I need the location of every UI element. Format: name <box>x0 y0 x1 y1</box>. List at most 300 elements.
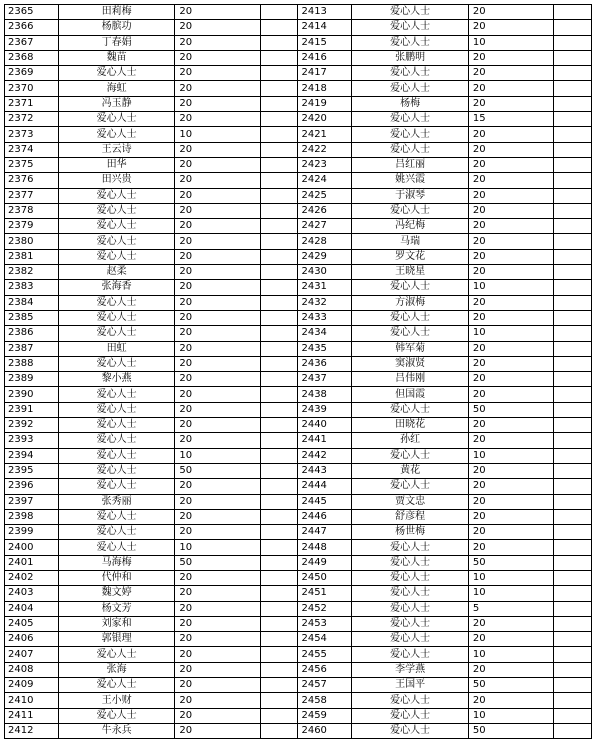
left-id-cell: 2380 <box>5 234 59 249</box>
right-id-cell: 2417 <box>298 66 352 81</box>
donor-table-body <box>5 5 592 739</box>
right-amount-cell: 20 <box>468 5 553 20</box>
left-blank-cell <box>260 387 298 402</box>
left-name-cell: 爱心人士 <box>58 479 175 494</box>
right-blank-cell <box>554 494 592 509</box>
left-name-cell: 爱心人士 <box>58 433 175 448</box>
right-blank-cell <box>554 127 592 142</box>
table-row <box>5 234 592 249</box>
table-row <box>5 173 592 188</box>
left-blank-cell <box>260 693 298 708</box>
right-name-cell: 爱心人士 <box>352 601 469 616</box>
table-row <box>5 616 592 631</box>
right-id-cell: 2422 <box>298 142 352 157</box>
left-name-cell: 魏苗 <box>58 50 175 65</box>
left-id-cell: 2367 <box>5 35 59 50</box>
right-name-cell: 马瑞 <box>352 234 469 249</box>
right-id-cell: 2438 <box>298 387 352 402</box>
left-id-cell: 2401 <box>5 555 59 570</box>
left-amount-cell: 20 <box>175 20 260 35</box>
table-row <box>5 509 592 524</box>
right-id-cell: 2425 <box>298 188 352 203</box>
table-row <box>5 341 592 356</box>
left-blank-cell <box>260 601 298 616</box>
left-name-cell: 爱心人士 <box>58 678 175 693</box>
right-blank-cell <box>554 555 592 570</box>
right-id-cell: 2440 <box>298 418 352 433</box>
right-blank-cell <box>554 693 592 708</box>
left-name-cell: 田兴贵 <box>58 173 175 188</box>
right-name-cell: 爱心人士 <box>352 35 469 50</box>
table-row <box>5 662 592 677</box>
left-name-cell: 爱心人士 <box>58 219 175 234</box>
right-id-cell: 2428 <box>298 234 352 249</box>
left-amount-cell: 20 <box>175 601 260 616</box>
right-amount-cell: 50 <box>468 678 553 693</box>
right-amount-cell: 20 <box>468 219 553 234</box>
right-blank-cell <box>554 112 592 127</box>
left-id-cell: 2381 <box>5 249 59 264</box>
left-blank-cell <box>260 341 298 356</box>
right-amount-cell: 20 <box>468 96 553 111</box>
right-name-cell: 爱心人士 <box>352 142 469 157</box>
right-amount-cell: 20 <box>468 662 553 677</box>
right-name-cell: 方淑梅 <box>352 295 469 310</box>
right-name-cell: 爱心人士 <box>352 66 469 81</box>
left-id-cell: 2372 <box>5 112 59 127</box>
left-id-cell: 2369 <box>5 66 59 81</box>
left-blank-cell <box>260 20 298 35</box>
right-amount-cell: 20 <box>468 479 553 494</box>
right-id-cell: 2418 <box>298 81 352 96</box>
right-id-cell: 2443 <box>298 463 352 478</box>
left-name-cell: 爱心人士 <box>58 234 175 249</box>
right-id-cell: 2434 <box>298 326 352 341</box>
left-id-cell: 2398 <box>5 509 59 524</box>
right-blank-cell <box>554 387 592 402</box>
right-id-cell: 2421 <box>298 127 352 142</box>
left-amount-cell: 20 <box>175 188 260 203</box>
left-id-cell: 2411 <box>5 708 59 723</box>
left-id-cell: 2378 <box>5 203 59 218</box>
right-id-cell: 2455 <box>298 647 352 662</box>
table-row <box>5 525 592 540</box>
left-blank-cell <box>260 448 298 463</box>
left-amount-cell: 20 <box>175 647 260 662</box>
right-amount-cell: 20 <box>468 418 553 433</box>
left-amount-cell: 20 <box>175 433 260 448</box>
right-amount-cell: 10 <box>468 326 553 341</box>
left-name-cell: 丁春娟 <box>58 35 175 50</box>
left-blank-cell <box>260 219 298 234</box>
left-blank-cell <box>260 525 298 540</box>
left-amount-cell: 20 <box>175 50 260 65</box>
left-amount-cell: 20 <box>175 632 260 647</box>
right-name-cell: 杨世梅 <box>352 525 469 540</box>
right-amount-cell: 20 <box>468 616 553 631</box>
right-amount-cell: 20 <box>468 310 553 325</box>
right-id-cell: 2456 <box>298 662 352 677</box>
right-amount-cell: 20 <box>468 20 553 35</box>
left-id-cell: 2377 <box>5 188 59 203</box>
left-name-cell: 田虹 <box>58 341 175 356</box>
left-amount-cell: 50 <box>175 463 260 478</box>
left-name-cell: 田莉梅 <box>58 5 175 20</box>
table-row <box>5 310 592 325</box>
left-amount-cell: 20 <box>175 157 260 172</box>
left-blank-cell <box>260 632 298 647</box>
right-blank-cell <box>554 433 592 448</box>
right-blank-cell <box>554 219 592 234</box>
right-blank-cell <box>554 249 592 264</box>
right-id-cell: 2430 <box>298 265 352 280</box>
right-blank-cell <box>554 540 592 555</box>
left-id-cell: 2365 <box>5 5 59 20</box>
left-amount-cell: 10 <box>175 448 260 463</box>
left-blank-cell <box>260 418 298 433</box>
left-amount-cell: 20 <box>175 662 260 677</box>
right-amount-cell: 20 <box>468 693 553 708</box>
left-amount-cell: 20 <box>175 280 260 295</box>
right-name-cell: 爱心人士 <box>352 570 469 585</box>
table-row <box>5 678 592 693</box>
left-blank-cell <box>260 173 298 188</box>
right-amount-cell: 20 <box>468 463 553 478</box>
right-amount-cell: 20 <box>468 157 553 172</box>
right-amount-cell: 20 <box>468 540 553 555</box>
left-name-cell: 爱心人士 <box>58 326 175 341</box>
right-name-cell: 爱心人士 <box>352 5 469 20</box>
left-name-cell: 代仲和 <box>58 570 175 585</box>
table-row <box>5 265 592 280</box>
right-id-cell: 2436 <box>298 356 352 371</box>
left-name-cell: 爱心人士 <box>58 188 175 203</box>
table-row <box>5 249 592 264</box>
right-id-cell: 2459 <box>298 708 352 723</box>
table-row <box>5 81 592 96</box>
left-amount-cell: 20 <box>175 326 260 341</box>
left-name-cell: 王小财 <box>58 693 175 708</box>
table-row <box>5 387 592 402</box>
left-id-cell: 2371 <box>5 96 59 111</box>
table-row <box>5 157 592 172</box>
left-blank-cell <box>260 509 298 524</box>
table-row <box>5 555 592 570</box>
right-id-cell: 2442 <box>298 448 352 463</box>
left-blank-cell <box>260 234 298 249</box>
left-id-cell: 2388 <box>5 356 59 371</box>
right-id-cell: 2424 <box>298 173 352 188</box>
right-id-cell: 2419 <box>298 96 352 111</box>
left-name-cell: 杨膑功 <box>58 20 175 35</box>
right-id-cell: 2449 <box>298 555 352 570</box>
right-blank-cell <box>554 310 592 325</box>
right-blank-cell <box>554 372 592 387</box>
right-amount-cell: 20 <box>468 387 553 402</box>
table-row <box>5 448 592 463</box>
donor-table <box>4 4 592 739</box>
right-name-cell: 吕伟刚 <box>352 372 469 387</box>
right-blank-cell <box>554 326 592 341</box>
left-name-cell: 张海 <box>58 662 175 677</box>
right-id-cell: 2414 <box>298 20 352 35</box>
table-row <box>5 540 592 555</box>
left-name-cell: 赵柔 <box>58 265 175 280</box>
left-blank-cell <box>260 402 298 417</box>
table-row <box>5 188 592 203</box>
right-amount-cell: 20 <box>468 249 553 264</box>
left-id-cell: 2392 <box>5 418 59 433</box>
left-amount-cell: 20 <box>175 616 260 631</box>
right-name-cell: 田晓花 <box>352 418 469 433</box>
right-id-cell: 2423 <box>298 157 352 172</box>
left-blank-cell <box>260 249 298 264</box>
right-amount-cell: 20 <box>468 173 553 188</box>
table-row <box>5 433 592 448</box>
left-id-cell: 2379 <box>5 219 59 234</box>
table-row <box>5 142 592 157</box>
left-blank-cell <box>260 433 298 448</box>
right-amount-cell: 50 <box>468 723 553 738</box>
left-name-cell: 爱心人士 <box>58 418 175 433</box>
right-name-cell: 爱心人士 <box>352 586 469 601</box>
right-name-cell: 爱心人士 <box>352 723 469 738</box>
right-id-cell: 2415 <box>298 35 352 50</box>
left-amount-cell: 20 <box>175 295 260 310</box>
left-name-cell: 郭银理 <box>58 632 175 647</box>
right-id-cell: 2446 <box>298 509 352 524</box>
left-id-cell: 2403 <box>5 586 59 601</box>
right-blank-cell <box>554 479 592 494</box>
left-name-cell: 王云诗 <box>58 142 175 157</box>
right-name-cell: 爱心人士 <box>352 479 469 494</box>
left-name-cell: 爱心人士 <box>58 249 175 264</box>
right-blank-cell <box>554 142 592 157</box>
right-blank-cell <box>554 5 592 20</box>
left-amount-cell: 20 <box>175 219 260 234</box>
right-name-cell: 黄花 <box>352 463 469 478</box>
left-name-cell: 爱心人士 <box>58 387 175 402</box>
right-id-cell: 2431 <box>298 280 352 295</box>
table-row <box>5 5 592 20</box>
right-name-cell: 李学燕 <box>352 662 469 677</box>
left-amount-cell: 20 <box>175 265 260 280</box>
right-name-cell: 爱心人士 <box>352 112 469 127</box>
left-id-cell: 2402 <box>5 570 59 585</box>
right-name-cell: 爱心人士 <box>352 203 469 218</box>
table-row <box>5 402 592 417</box>
left-name-cell: 刘家和 <box>58 616 175 631</box>
right-name-cell: 爱心人士 <box>352 540 469 555</box>
right-blank-cell <box>554 402 592 417</box>
right-blank-cell <box>554 356 592 371</box>
right-id-cell: 2420 <box>298 112 352 127</box>
right-blank-cell <box>554 601 592 616</box>
right-amount-cell: 10 <box>468 708 553 723</box>
left-blank-cell <box>260 678 298 693</box>
right-name-cell: 爱心人士 <box>352 708 469 723</box>
left-amount-cell: 20 <box>175 509 260 524</box>
left-name-cell: 爱心人士 <box>58 112 175 127</box>
right-blank-cell <box>554 295 592 310</box>
right-amount-cell: 15 <box>468 112 553 127</box>
left-name-cell: 海虹 <box>58 81 175 96</box>
table-row <box>5 601 592 616</box>
left-blank-cell <box>260 310 298 325</box>
table-row <box>5 50 592 65</box>
right-amount-cell: 10 <box>468 570 553 585</box>
left-blank-cell <box>260 127 298 142</box>
left-amount-cell: 20 <box>175 418 260 433</box>
table-row <box>5 723 592 738</box>
right-amount-cell: 10 <box>468 647 553 662</box>
left-id-cell: 2376 <box>5 173 59 188</box>
left-blank-cell <box>260 112 298 127</box>
right-id-cell: 2439 <box>298 402 352 417</box>
right-id-cell: 2460 <box>298 723 352 738</box>
left-blank-cell <box>260 96 298 111</box>
table-row <box>5 96 592 111</box>
right-amount-cell: 20 <box>468 234 553 249</box>
right-id-cell: 2445 <box>298 494 352 509</box>
left-blank-cell <box>260 708 298 723</box>
left-name-cell: 马海梅 <box>58 555 175 570</box>
left-blank-cell <box>260 280 298 295</box>
right-amount-cell: 20 <box>468 50 553 65</box>
left-name-cell: 冯玉静 <box>58 96 175 111</box>
table-row <box>5 219 592 234</box>
right-amount-cell: 20 <box>468 356 553 371</box>
left-blank-cell <box>260 265 298 280</box>
left-amount-cell: 20 <box>175 479 260 494</box>
left-amount-cell: 50 <box>175 555 260 570</box>
right-id-cell: 2432 <box>298 295 352 310</box>
right-amount-cell: 20 <box>468 372 553 387</box>
table-row <box>5 463 592 478</box>
right-blank-cell <box>554 586 592 601</box>
left-id-cell: 2373 <box>5 127 59 142</box>
left-name-cell: 田华 <box>58 157 175 172</box>
left-amount-cell: 20 <box>175 372 260 387</box>
right-blank-cell <box>554 20 592 35</box>
left-name-cell: 魏文婷 <box>58 586 175 601</box>
left-id-cell: 2410 <box>5 693 59 708</box>
left-name-cell: 爱心人士 <box>58 356 175 371</box>
left-name-cell: 牛永兵 <box>58 723 175 738</box>
left-blank-cell <box>260 555 298 570</box>
right-blank-cell <box>554 265 592 280</box>
right-name-cell: 舒彦程 <box>352 509 469 524</box>
left-name-cell: 爱心人士 <box>58 402 175 417</box>
left-blank-cell <box>260 203 298 218</box>
right-name-cell: 爱心人士 <box>352 127 469 142</box>
right-name-cell: 爱心人士 <box>352 647 469 662</box>
right-blank-cell <box>554 509 592 524</box>
right-name-cell: 杨梅 <box>352 96 469 111</box>
right-amount-cell: 20 <box>468 295 553 310</box>
left-name-cell: 爱心人士 <box>58 525 175 540</box>
right-amount-cell: 20 <box>468 203 553 218</box>
table-row <box>5 295 592 310</box>
right-name-cell: 王晓星 <box>352 265 469 280</box>
left-name-cell: 爱心人士 <box>58 540 175 555</box>
left-blank-cell <box>260 723 298 738</box>
right-name-cell: 王国平 <box>352 678 469 693</box>
left-amount-cell: 20 <box>175 142 260 157</box>
right-blank-cell <box>554 157 592 172</box>
left-id-cell: 2391 <box>5 402 59 417</box>
right-name-cell: 爱心人士 <box>352 616 469 631</box>
right-id-cell: 2454 <box>298 632 352 647</box>
left-id-cell: 2396 <box>5 479 59 494</box>
right-blank-cell <box>554 280 592 295</box>
table-row <box>5 112 592 127</box>
left-id-cell: 2408 <box>5 662 59 677</box>
left-amount-cell: 20 <box>175 35 260 50</box>
right-blank-cell <box>554 632 592 647</box>
left-amount-cell: 20 <box>175 173 260 188</box>
left-id-cell: 2409 <box>5 678 59 693</box>
table-row <box>5 356 592 371</box>
right-blank-cell <box>554 96 592 111</box>
table-row <box>5 586 592 601</box>
left-name-cell: 爱心人士 <box>58 295 175 310</box>
right-blank-cell <box>554 50 592 65</box>
right-id-cell: 2435 <box>298 341 352 356</box>
right-amount-cell: 10 <box>468 35 553 50</box>
left-id-cell: 2405 <box>5 616 59 631</box>
right-id-cell: 2437 <box>298 372 352 387</box>
left-amount-cell: 20 <box>175 234 260 249</box>
right-id-cell: 2427 <box>298 219 352 234</box>
left-blank-cell <box>260 35 298 50</box>
left-name-cell: 爱心人士 <box>58 509 175 524</box>
left-amount-cell: 20 <box>175 387 260 402</box>
right-blank-cell <box>554 418 592 433</box>
left-amount-cell: 20 <box>175 5 260 20</box>
left-amount-cell: 20 <box>175 112 260 127</box>
table-row <box>5 647 592 662</box>
right-amount-cell: 20 <box>468 127 553 142</box>
right-blank-cell <box>554 81 592 96</box>
table-row <box>5 127 592 142</box>
right-amount-cell: 10 <box>468 586 553 601</box>
left-id-cell: 2395 <box>5 463 59 478</box>
right-blank-cell <box>554 448 592 463</box>
table-row <box>5 66 592 81</box>
table-row <box>5 203 592 218</box>
left-amount-cell: 20 <box>175 525 260 540</box>
left-blank-cell <box>260 5 298 20</box>
left-name-cell: 张秀丽 <box>58 494 175 509</box>
right-name-cell: 贾文忠 <box>352 494 469 509</box>
right-name-cell: 爱心人士 <box>352 310 469 325</box>
left-blank-cell <box>260 295 298 310</box>
table-row <box>5 326 592 341</box>
right-id-cell: 2447 <box>298 525 352 540</box>
left-id-cell: 2400 <box>5 540 59 555</box>
left-amount-cell: 20 <box>175 96 260 111</box>
left-id-cell: 2375 <box>5 157 59 172</box>
left-name-cell: 爱心人士 <box>58 647 175 662</box>
right-name-cell: 爱心人士 <box>352 326 469 341</box>
left-blank-cell <box>260 66 298 81</box>
table-row <box>5 35 592 50</box>
left-blank-cell <box>260 463 298 478</box>
right-amount-cell: 20 <box>468 142 553 157</box>
right-amount-cell: 5 <box>468 601 553 616</box>
left-id-cell: 2399 <box>5 525 59 540</box>
